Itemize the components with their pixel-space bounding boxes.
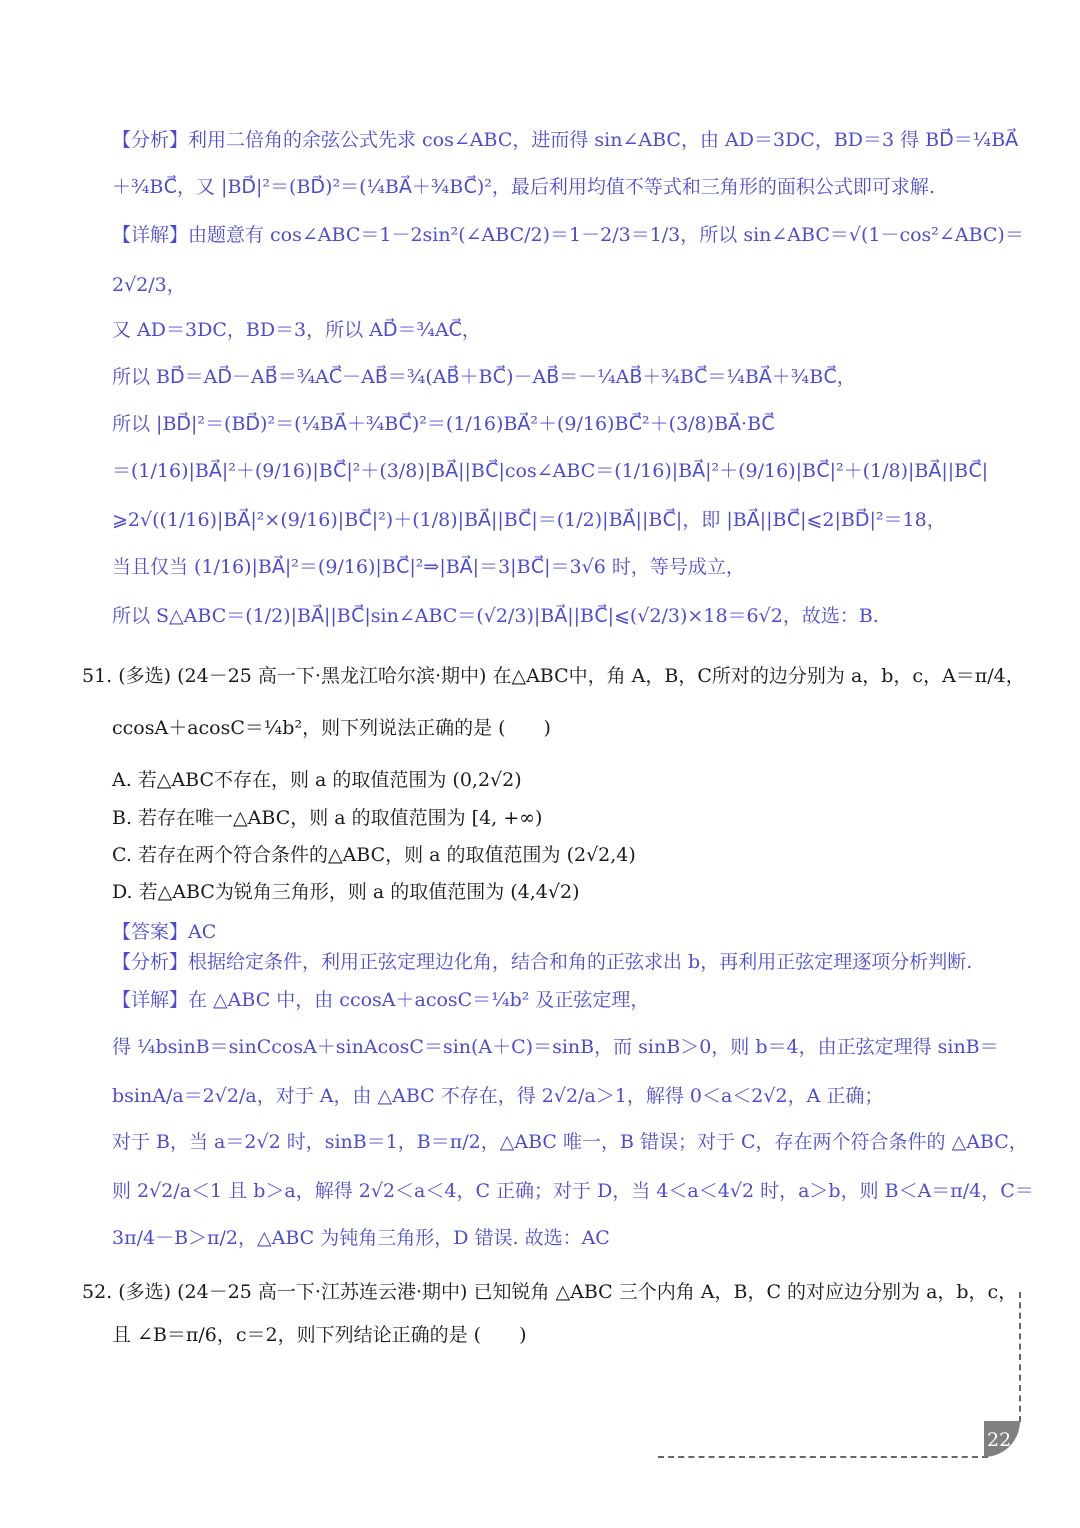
page-border-dashed-horizontal: [658, 1456, 988, 1458]
solution-line: 则 2√2/a＜1 且 b＞a，解得 2√2＜a＜4，C 正确；对于 D，当 4＜a＜4√2 时，a＞b，则 B＜A＝π/4，C＝: [112, 1180, 1034, 1202]
solution-line: 2√2/3，: [112, 274, 186, 296]
solution-line: 所以 BD⃗＝AD⃗－AB⃗＝¾AC⃗－AB⃗＝¾(AB⃗＋BC⃗)－AB⃗＝－¼AB⃗＋¾BC⃗＝¼BA⃗＋¾BC⃗，: [112, 366, 856, 388]
option-c: C. 若存在两个符合条件的△ABC，则 a 的取值范围为 (2√2,4): [112, 844, 636, 866]
solution-line: 【分析】根据给定条件，利用正弦定理边化角，结合和角的正弦求出 b，再利用正弦定理逐项分析判断.: [112, 951, 973, 973]
solution-line: 【详解】由题意有 cos∠ABC＝1－2sin²(∠ABC/2)＝1－2/3＝1/3，所以 sin∠ABC＝√(1－cos²∠ABC)＝: [112, 224, 1024, 246]
solution-line: bsinA/a＝2√2/a，对于 A，由 △ABC 不存在，得 2√2/a＞1，解得 0＜a＜2√2，A 正确；: [112, 1085, 884, 1107]
solution-line: ＝(1/16)|BA⃗|²＋(9/16)|BC⃗|²＋(3/8)|BA⃗||BC⃗|cos∠ABC＝(1/16)|BA⃗|²＋(9/16)|BC⃗|²＋(1/8)|BA⃗||BC⃗|: [112, 460, 989, 482]
question-52-stem: 且 ∠B＝π/6，c＝2，则下列结论正确的是 ( ): [112, 1324, 527, 1346]
question-51-stem: ccosA＋acosC＝¼b²，则下列说法正确的是 ( ): [112, 717, 551, 739]
question-52-stem: 52. (多选) (24－25 高一下·江苏连云港·期中) 已知锐角 △ABC 三个内角 A，B，C 的对应边分别为 a，b，c，: [82, 1281, 1018, 1303]
page-number: 22: [984, 1421, 1020, 1457]
answer-line: 【答案】AC: [112, 921, 217, 943]
solution-line: 又 AD＝3DC，BD＝3，所以 AD⃗＝¾AC⃗，: [112, 319, 481, 341]
option-b: B. 若存在唯一△ABC，则 a 的取值范围为 [4, +∞): [112, 807, 543, 829]
option-a: A. 若△ABC不存在，则 a 的取值范围为 (0,2√2): [112, 769, 522, 791]
solution-line: 当且仅当 (1/16)|BA⃗|²＝(9/16)|BC⃗|²⇒|BA⃗|＝3|BC⃗|＝3√6 时，等号成立，: [112, 556, 745, 578]
solution-line: 对于 B，当 a＝2√2 时，sinB＝1，B＝π/2，△ABC 唯一，B 错误；对于 C，存在两个符合条件的 △ABC，: [112, 1131, 1028, 1153]
question-51-stem: 51. (多选) (24－25 高一下·黑龙江哈尔滨·期中) 在△ABC中，角 A，B，C所对的边分别为 a，b，c，A＝π/4，: [82, 665, 1025, 687]
solution-line: 【详解】在 △ABC 中，由 ccosA＋acosC＝¼b² 及正弦定理，: [112, 989, 650, 1011]
solution-line: 得 ¼bsinB＝sinCcosA＋sinAcosC＝sin(A＋C)＝sinB，而 sinB＞0，则 b＝4，由正弦定理得 sinB＝: [112, 1036, 999, 1058]
option-d: D. 若△ABC为锐角三角形，则 a 的取值范围为 (4,4√2): [112, 881, 580, 903]
page-border-dashed-vertical: [1019, 1292, 1021, 1422]
solution-line: 3π/4－B＞π/2，△ABC 为钝角三角形，D 错误. 故选：AC: [112, 1227, 610, 1249]
solution-line: 所以 S△ABC＝(1/2)|BA⃗||BC⃗|sin∠ABC＝(√2/3)|BA⃗||BC⃗|⩽(√2/3)×18＝6√2，故选：B.: [112, 605, 879, 627]
solution-line: ＋¾BC⃗，又 |BD⃗|²＝(BD⃗)²＝(¼BA⃗＋¾BC⃗)²，最后利用均值不等式和三角形的面积公式即可求解.: [112, 176, 935, 198]
solution-line: 所以 |BD⃗|²＝(BD⃗)²＝(¼BA⃗＋¾BC⃗)²＝(1/16)BA⃗²＋(9/16)BC⃗²＋(3/8)BA⃗·BC⃗: [112, 413, 775, 435]
solution-line: ⩾2√((1/16)|BA⃗|²×(9/16)|BC⃗|²)＋(1/8)|BA⃗||BC⃗|＝(1/2)|BA⃗||BC⃗|，即 |BA⃗||BC⃗|⩽2|BD⃗|²＝18，: [112, 509, 946, 531]
solution-line: 【分析】利用二倍角的余弦公式先求 cos∠ABC，进而得 sin∠ABC，由 AD＝3DC，BD＝3 得 BD⃗＝¼BA⃗: [112, 129, 1019, 151]
